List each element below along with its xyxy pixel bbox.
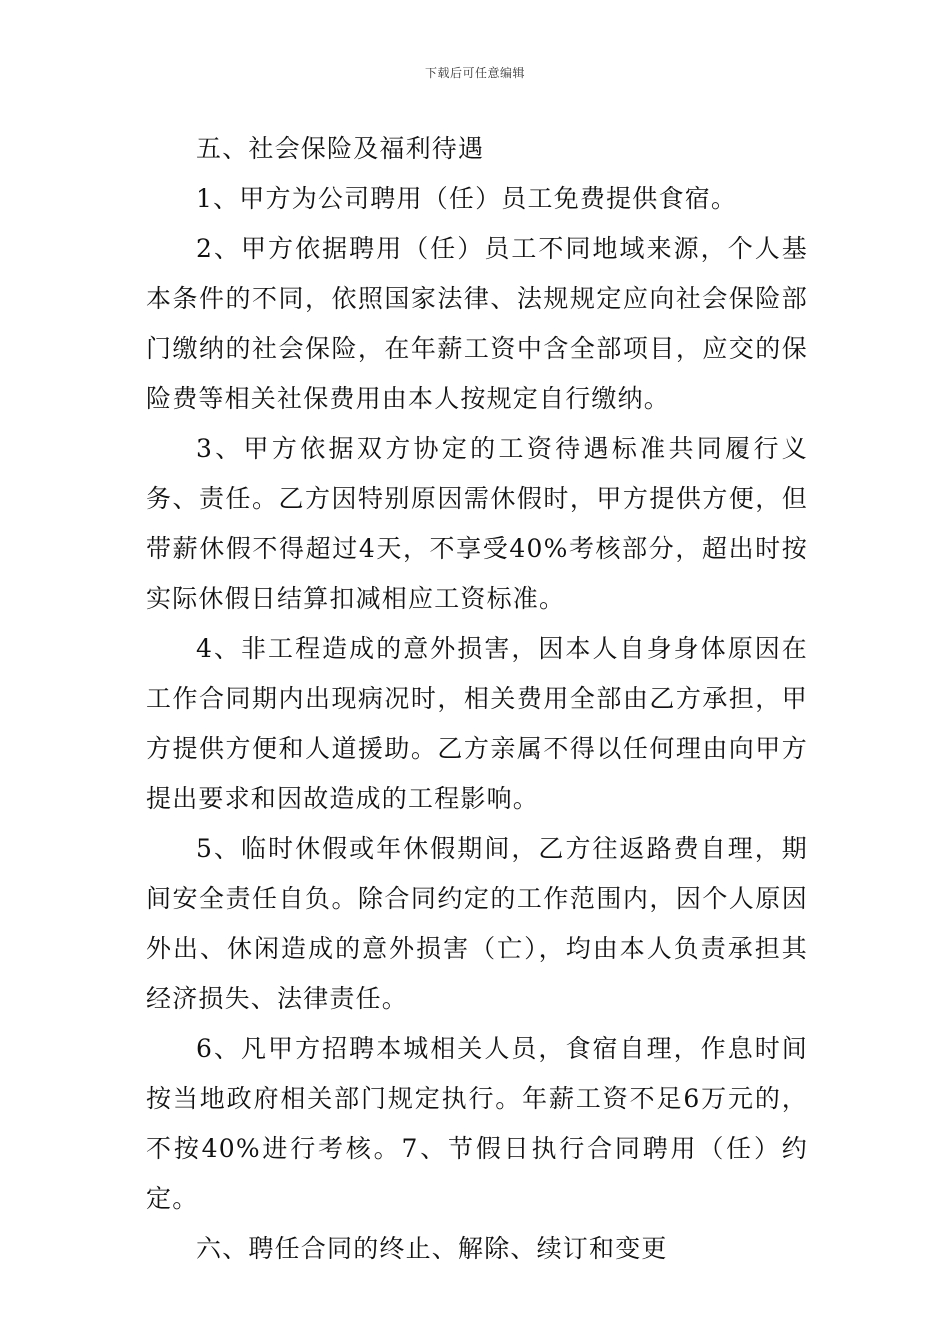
header-note: 下载后可任意编辑 [424,66,525,80]
section-heading-contract-termination: 六、聘任合同的终止、解除、续订和变更 [196,1234,668,1263]
paragraph-clause-4: 4、非工程造成的意外损害，因本人自身身体原因在工作合同期内出现病况时，相关费用全部由乙方承担，甲方提供方便和人道援助。乙方亲属不得以任何理由向甲方提出要求和因故造成的工程影响。 [146,634,808,813]
paragraph-clause-3: 3、甲方依据双方协定的工资待遇标准共同履行义务、责任。乙方因特别原因需休假时，甲方提供方便，但带薪休假不得超过4天，不享受40%考核部分，超出时按实际休假日结算扣减相应工资标准。 [146,434,808,613]
paragraph-clause-2: 2、甲方依据聘用（任）员工不同地域来源，个人基本条件的不同，依照国家法律、法规规定应向社会保险部门缴纳的社会保险，在年薪工资中含全部项目，应交的保险费等相关社保费用由本人按规定自行缴纳。 [146,234,808,413]
document-body [146,124,808,1274]
paragraph-clause-1: 1、甲方为公司聘用（任）员工免费提供食宿。 [196,184,738,213]
paragraph-clause-5: 5、临时休假或年休假期间，乙方往返路费自理，期间安全责任自负。除合同约定的工作范围内，因个人原因外出、休闲造成的意外损害（亡），均由本人负责承担其经济损失、法律责任。 [146,834,808,1013]
section-heading-social-insurance: 五、社会保险及福利待遇 [196,134,485,163]
paragraph-clause-6-7: 6、凡甲方招聘本城相关人员，食宿自理，作息时间按当地政府相关部门规定执行。年薪工资不足6万元的，不按40%进行考核。7、节假日执行合同聘用（任）约定。 [146,1034,808,1213]
